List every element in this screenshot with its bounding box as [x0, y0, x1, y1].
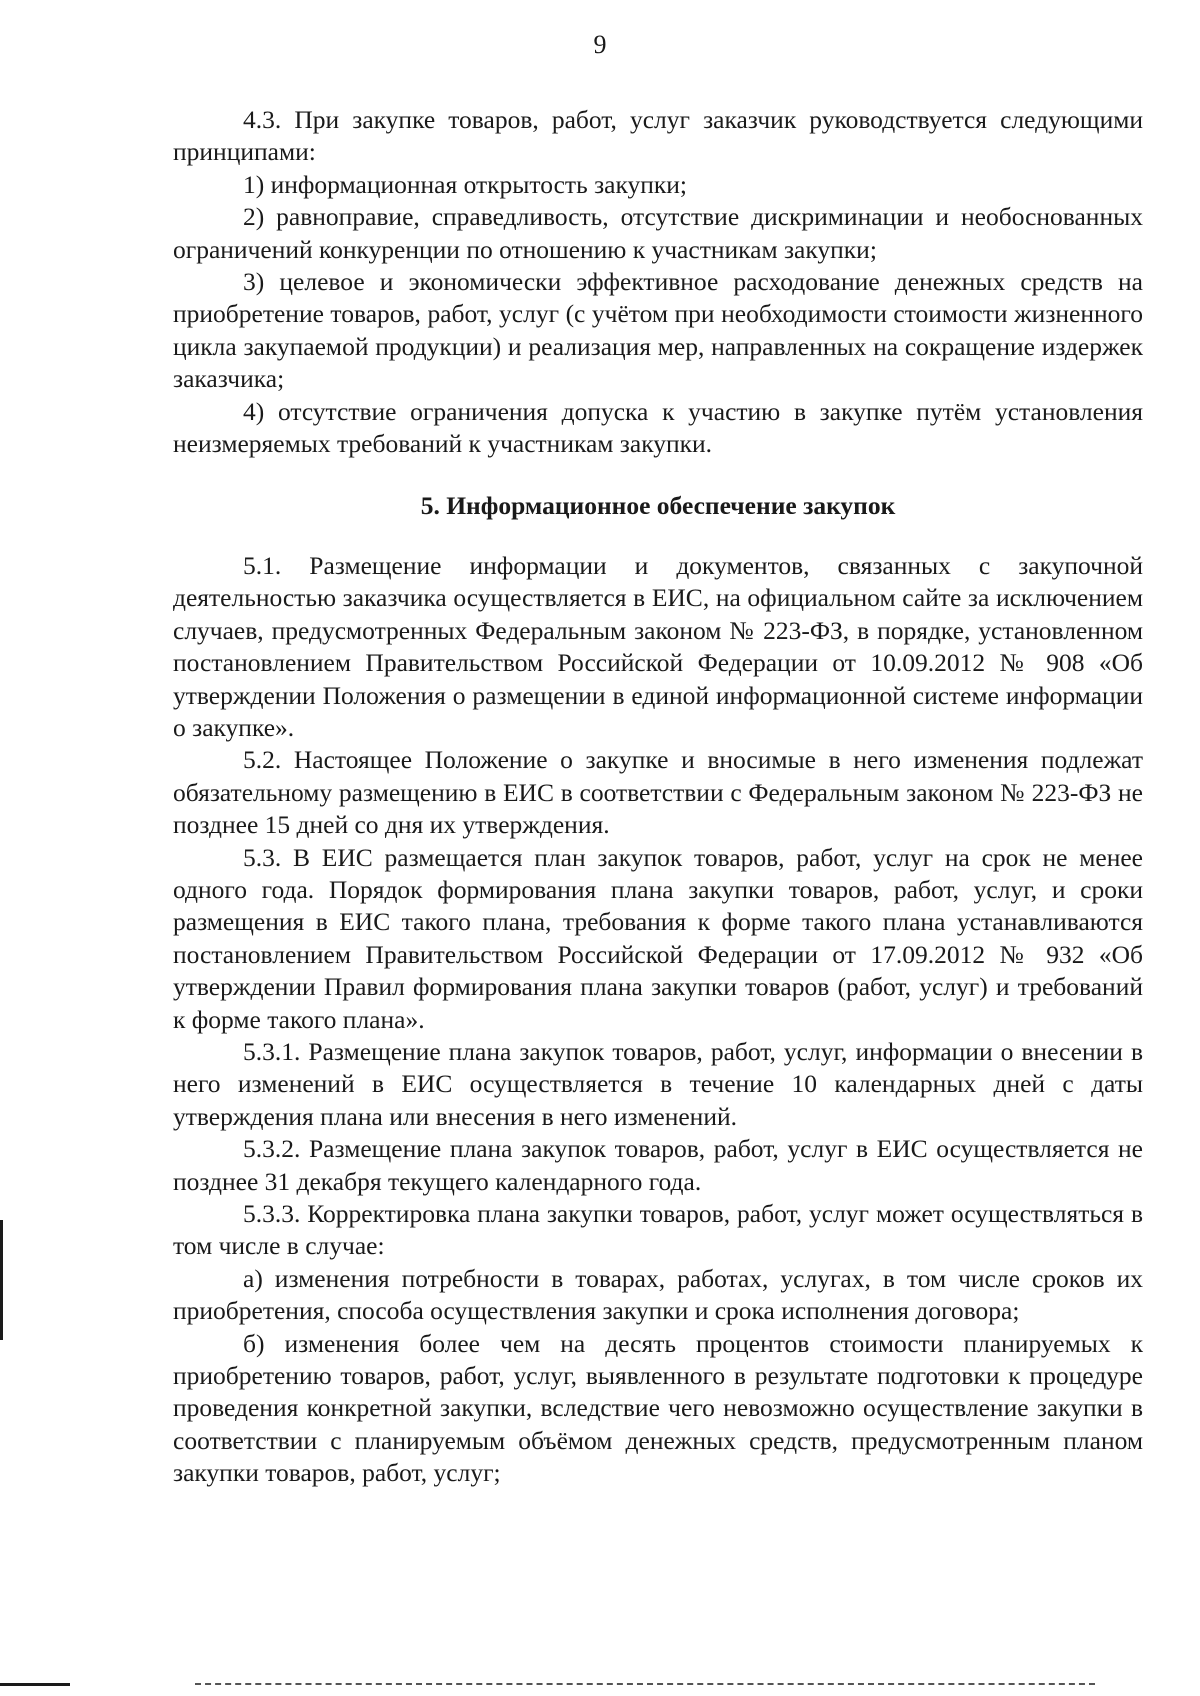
list-item-case-b: б) изменения более чем на десять процентов стоимости планируемых к приобретению товаров, работ, услуг, выявленного в результате подготовки к процедуре проведения конкретной закупки, вследствие чего невозможно осуществление закупки в соответствии с планируемым объёмом денежных средств, предусмотренным планом закупки товаров, работ, услуг;	[173, 1328, 1143, 1488]
paragraph-5-3-2: 5.3.2. Размещение плана закупок товаров, работ, услуг в ЕИС осуществляется не позднее 31 декабря текущего календарного года.	[173, 1134, 1143, 1196]
paragraph-4-3: 4.3. При закупке товаров, работ, услуг заказчик руководствуется следующими принципами:	[173, 105, 1143, 167]
list-item-case-a: а) изменения потребности в товарах, работах, услугах, в том числе сроков их приобретения, способа осуществления закупки и срока исполнения договора;	[173, 1263, 1143, 1326]
page-number: 9	[593, 30, 607, 59]
scan-mark-bottom-corner	[0, 1683, 70, 1686]
paragraph-5-1: 5.1. Размещение информации и документов, связанных с закупочной деятельностью заказчика осуществляется в ЕИС, на официальном сайте за исключением случаев, предусмотренных Федеральным законом № 223-ФЗ, в порядке, установленном постановлением Правительством Российской Федерации от 10.09.2012 № 908 «Об утверждении Положения о размещении в единой информационной системе информации о закупке».	[173, 550, 1143, 742]
list-item-principle-4: 4) отсутствие ограничения допуска к участию в закупке путём установления неизмеряемых требований к участникам закупки.	[173, 396, 1143, 459]
paragraph-5-2: 5.2. Настоящее Положение о закупке и вносимые в него изменения подлежат обязательному размещению в ЕИС в соответствии с Федеральным законом № 223-ФЗ не позднее 15 дней со дня их утверждения.	[173, 745, 1143, 840]
list-item-principle-1: 1) информационная открытость закупки;	[243, 169, 688, 199]
paragraph-5-3-3: 5.3.3. Корректировка плана закупки товаров, работ, услуг может осуществляться в том числе в случае:	[173, 1199, 1143, 1261]
paragraph-5-3: 5.3. В ЕИС размещается план закупок товаров, работ, услуг на срок не менее одного года. Порядок формирования плана закупки товаров, работ, услуг, и сроки размещения в ЕИС такого плана, требования к форме такого плана устанавливаются постановлением Правительством Российской Федерации от 17.09.2012 № 932 «Об утверждении Правил формирования плана закупки товаров (работ, услуг) и требований к форме такого плана».	[173, 842, 1143, 1034]
section-heading: 5. Информационное обеспечение закупок	[420, 491, 896, 521]
paragraph-5-3-1: 5.3.1. Размещение плана закупок товаров, работ, услуг, информации о внесении в него изменений в ЕИС осуществляется в течение 10 календарных дней с даты утверждения плана или внесения в него изменений.	[173, 1036, 1143, 1131]
footer-rule	[195, 1683, 1095, 1685]
scan-mark-left-edge	[0, 1220, 3, 1340]
list-item-principle-3: 3) целевое и экономически эффективное расходование денежных средств на приобретение товаров, работ, услуг (с учётом при необходимости стоимости жизненного цикла закупаемой продукции) и реализация мер, направленных на сокращение издержек заказчика;	[173, 267, 1143, 394]
list-item-principle-2: 2) равноправие, справедливость, отсутствие дискриминации и необоснованных ограничений конкуренции по отношению к участникам закупки;	[173, 202, 1143, 264]
document-body	[173, 104, 1143, 1490]
